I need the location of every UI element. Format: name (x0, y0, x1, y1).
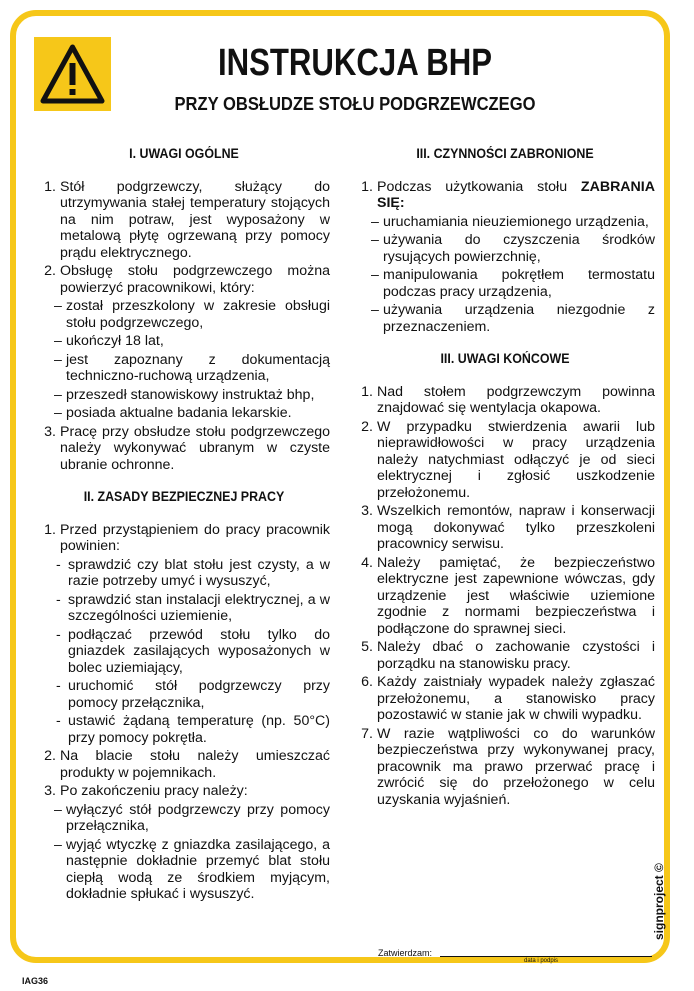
list-item: 2. Na blacie stołu należy umieszczać produkty w pojemnikach. (44, 748, 330, 781)
right-column (355, 146, 655, 810)
warning-triangle-icon (40, 43, 105, 105)
list-item: 3. Pracę przy obsłudze stołu podgrzewczego należy wykonywać ubranym w czyste ubranie ochronne. (44, 423, 330, 473)
signature-line (440, 956, 652, 957)
sublist-item: – jest zapoznany z dokumentacją techniczno-ruchową urządzenia, (54, 351, 330, 384)
sublist (54, 802, 330, 903)
list-item: 4. Należy pamiętać, że bezpieczeństwo elektryczne jest zapewnione wówczas, gdy urządzenie jest właściwie uziemione zgodnie z normami bezpieczeństwa i podłączone do sprawnej sieci. (361, 554, 655, 637)
list-item: 3. Po zakończeniu pracy należy: (44, 783, 248, 799)
sublist-item: – używania do czyszczenia środków rysujących powierzchnię, (371, 232, 655, 265)
section-title-final: III. UWAGI KOŃCOWE (440, 351, 570, 366)
warning-badge (34, 37, 111, 111)
list-item: 6. Każdy zaistniały wypadek należy zgłaszać przełożonemu, a stanowisko pracy pozostawić w stanie jak w chwili wypadku. (361, 674, 655, 723)
sublist-item: - podłączać przewód stołu tylko do gniazdek zasilających wyposażonych w bolec uziemiający, (56, 626, 330, 676)
sublist-item: - sprawdzić stan instalacji elektrycznej, a w szczególności uziemienie, (56, 591, 330, 624)
approve-sublabel: data i podpis (524, 958, 559, 964)
sublist-item: - ustawić żądaną temperaturę (np. 50°C) przy pomocy pokrętła. (56, 713, 330, 746)
left-column (38, 146, 330, 905)
sublist (371, 214, 655, 336)
page-subtitle: PRZY OBSŁUDZE STOŁU PODGRZEWCZEGO (174, 94, 536, 114)
brand-signproject: signproject © (652, 863, 666, 940)
section-title-general: I. UWAGI OGÓLNE (129, 146, 239, 161)
sublist-item: – używania urządzenia niezgodnie z przeznaczeniem. (371, 302, 655, 335)
sublist-item: – uruchamiania nieuziemionego urządzenia, (371, 213, 649, 230)
list-item: 3. Wszelkich remontów, napraw i konserwacji mogą dokonywać tylko przeszkoleni pracownicy serwisu. (361, 503, 655, 552)
sublist-item: – wyjąć wtyczkę z gniazdka zasilającego, a następnie dokładnie przemyć blat stołu ciepłą wodą ze środkiem myjącym, dokładnie spłukać i wysuszyć. (54, 836, 330, 902)
list-item: 7. W razie wątpliwości co do warunków bezpieczeństwa przy wykonywanej pracy, pracownik ma prawo przerwać pracę i zwrócić się do przełożonego w celu uzyskania wyjaśnień. (361, 725, 655, 808)
sublist-item: – posiada aktualne badania lekarskie. (54, 405, 292, 421)
approve-label: Zatwierdzam: (378, 948, 433, 958)
list-item: 5. Należy dbać o zachowanie czystości i porządku na stanowisku pracy. (361, 639, 655, 672)
list-item: 1. Stół podgrzewczy, służący do utrzymywania stałej temperatury stojących na nim potraw, jest wyposażony w metalową płytę ogrzewaną przy pomocy prądu elektrycznego. (44, 178, 330, 261)
section-title-safe-work: II. ZASADY BEZPIECZNEJ PRACY (83, 489, 285, 504)
sublist-item: - uruchomić stół podgrzewczy przy pomocy przełącznika, (56, 678, 330, 711)
section-title-forbidden: III. CZYNNOŚCI ZABRONIONE (416, 146, 594, 161)
list-item: 1. Nad stołem podgrzewczym powinna znajdować się wentylacja okapowa. (361, 383, 655, 416)
sublist-item: – przeszedł stanowiskowy instruktaż bhp, (54, 386, 315, 403)
sign-code: IAG36 (22, 976, 49, 986)
sublist (54, 298, 330, 422)
sublist-item: – manipulowania pokrętłem termostatu podczas pracy urządzenia, (371, 267, 655, 300)
page-title: INSTRUKCJA BHP (217, 42, 493, 84)
list-item: 2. Obsługę stołu podgrzewczego można powierzyć pracownikowi, który: (44, 263, 330, 296)
sublist-item: - sprawdzić czy blat stołu jest czysty, a w razie potrzeby umyć i wysuszyć, (56, 556, 330, 589)
sublist-item: – ukończył 18 lat, (54, 333, 164, 349)
list-item: 1. Podczas użytkowania stołu ZABRANIA SIĘ: (361, 178, 655, 211)
list-item: 1. Przed przystąpieniem do pracy pracownik powinien: (44, 521, 330, 554)
sublist-item: – wyłączyć stół podgrzewczy przy pomocy przełącznika, (54, 801, 330, 834)
sublist (56, 557, 330, 747)
sublist-item: – został przeszkolony w zakresie obsługi stołu podgrzewczego, (54, 298, 330, 331)
list-item: 2. W przypadku stwierdzenia awarii lub nieprawidłowości w pracy urządzenia należy natychmiast odłączyć je od sieci elektrycznej i zgłosić uszkodzenie przełożonemu. (361, 418, 655, 501)
